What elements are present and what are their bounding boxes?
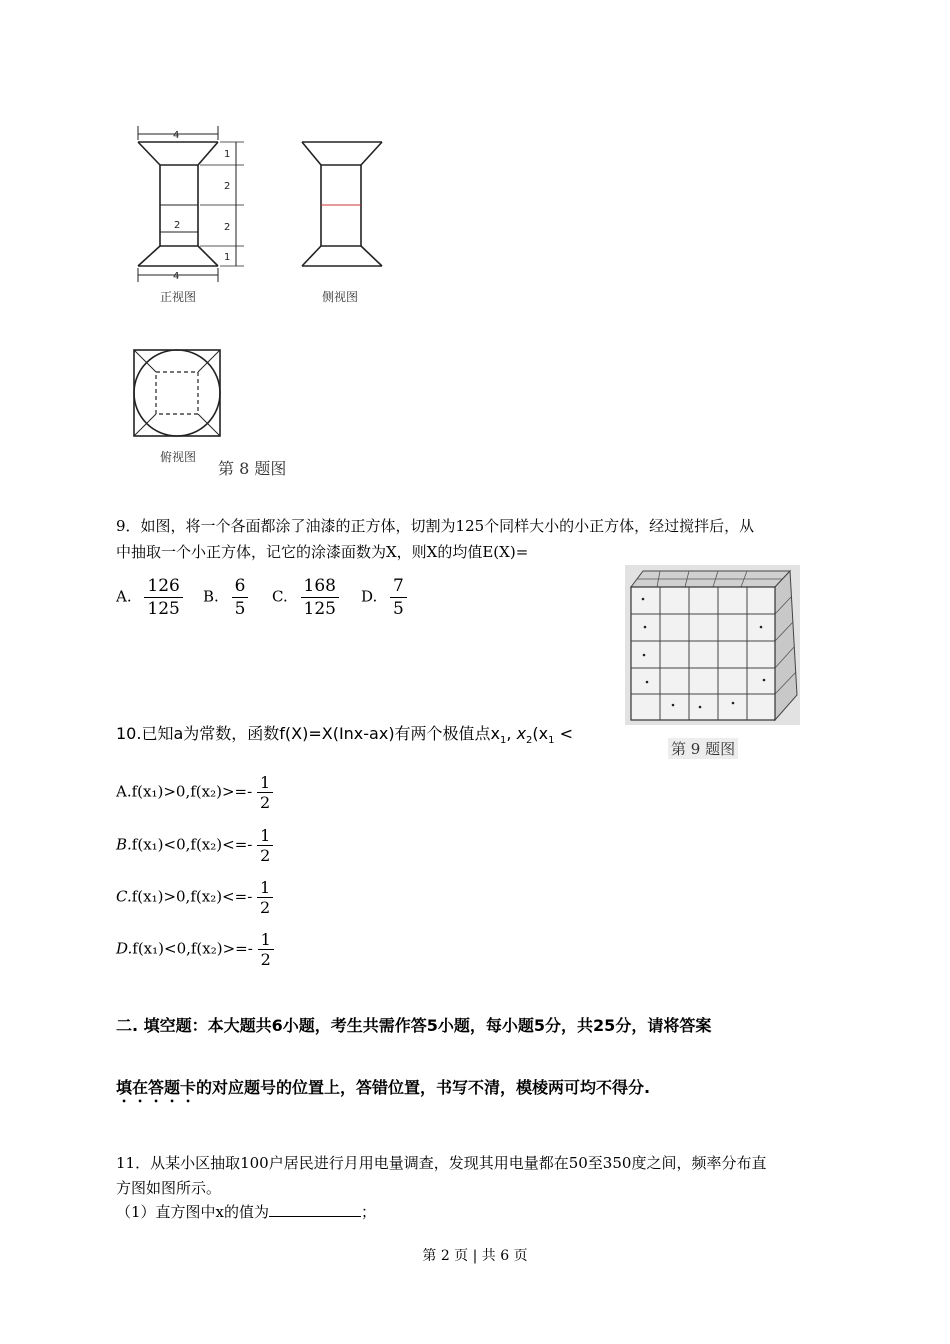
q10-option-c-num: 1 [257, 878, 273, 898]
q10-option-c-body: f(x₁)>0,f(x₂)<=- [131, 887, 253, 906]
q10-text-main: 10.已知a为常数，函数f(X)=X(Inx-ax)有两个极值点x [116, 724, 501, 743]
dim-h4: 1 [224, 252, 231, 263]
figure-8-three-views [120, 120, 420, 490]
section-2-dotted-text: 填在答题卡 [116, 1078, 197, 1097]
q11-text-line2: 方图如图所示。 [116, 1179, 222, 1197]
q10-option-a [116, 773, 273, 812]
q10-option-d-num: 1 [258, 930, 274, 950]
q9-option-c [272, 575, 339, 620]
q10-option-b-body: f(x₁)<0,f(x₂)<=- [131, 835, 253, 854]
figure-9-cube [625, 565, 800, 725]
q10-option-b [116, 826, 273, 865]
q9-option-c-num: 168 [301, 575, 339, 598]
q10-option-a-num: 1 [257, 773, 273, 793]
q9-option-b-den: 5 [234, 599, 246, 619]
q9-option-d-num: 7 [390, 575, 407, 598]
q9-option-b-num: 6 [232, 575, 249, 598]
q10-option-a-label: A. [116, 782, 132, 801]
dim-h3: 2 [224, 222, 231, 233]
top-view [134, 350, 220, 436]
q9-option-a-num: 126 [144, 575, 182, 598]
figure-9-caption: 第 9 题图 [668, 738, 738, 759]
q9-option-a [116, 575, 183, 620]
q10-option-a-body: f(x₁)>0,f(x₂)>=- [131, 782, 253, 801]
q11-sub1-suffix: ； [361, 1203, 377, 1221]
q9-option-b [203, 575, 248, 620]
q10-option-c-label: C. [116, 887, 132, 906]
q10-option-c-den: 2 [260, 898, 271, 917]
q10-text-tail: (x [532, 724, 549, 743]
section-2-heading-line2 [116, 1075, 650, 1106]
q10-option-a-den: 2 [259, 793, 271, 812]
figure-8-caption: 第 8 题图 [218, 459, 287, 478]
q10-option-c [116, 878, 273, 917]
q9-option-d-label: D. [361, 587, 378, 606]
q9-text-line1: 9．如图，将一个各面都涂了油漆的正方体，切割为125个同样大小的小正方体，经过搅拌后，从 [116, 517, 755, 535]
dim-top-width: 4 [173, 130, 180, 141]
section-2-rest-text: 的对应题号的位置上，答错位置，书写不清，模棱两可均不得分. [196, 1078, 651, 1097]
front-view-label: 正视图 [160, 290, 197, 304]
q9-option-d-den: 5 [393, 599, 404, 619]
top-view-label: 俯视图 [160, 450, 197, 464]
q11-sub1 [116, 1198, 376, 1226]
dim-bottom-width: 4 [173, 271, 180, 282]
q9-option-c-label: C. [272, 587, 288, 606]
q10-option-d-body: f(x₁)<0,f(x₂)>=- [132, 939, 253, 958]
q10-option-b-den: 2 [260, 846, 271, 865]
q9-option-b-label: B. [203, 587, 219, 606]
section-2-heading-line1: 二. 填空题：本大题共6小题，考生共需作答5小题，每小题5分，共25分，请将答案 [116, 1016, 712, 1035]
q9-option-c-den: 125 [303, 599, 336, 619]
dim-inner-width: 2 [174, 220, 181, 231]
q9-text-line2: 中抽取一个小正方体，记它的涂漆面数为X，则X的均值E(X)= [116, 543, 529, 561]
q11-text-line1: 11．从某小区抽取100户居民进行月用电量调查，发现其用电量都在50至350度之间，频率分布直 [116, 1154, 767, 1172]
q11-sub1-prefix: （1）直方图中x的值为 [116, 1203, 270, 1221]
q9-option-d [361, 575, 407, 620]
side-view-label: 侧视图 [322, 290, 359, 304]
q10-option-d [116, 930, 274, 969]
q10-option-b-label: B. [116, 835, 132, 854]
q10-option-d-label: D. [116, 939, 133, 958]
q10-option-b-num: 1 [257, 826, 273, 846]
dim-h2: 2 [224, 181, 231, 192]
q10-option-d-den: 2 [260, 950, 271, 969]
q9-option-a-label: A. [116, 587, 132, 606]
dim-h1: 1 [224, 149, 231, 160]
side-view [302, 142, 382, 266]
q9-option-a-den: 125 [147, 599, 180, 619]
q11-answer-blank [269, 1200, 361, 1217]
q10-text: 10.已知a为常数，函数f(X)=X(Inx-ax)有两个极值点$x_1$, $x_2(x_1$ < [116, 724, 574, 747]
page-footer: 第 2 页 | 共 6 页 [422, 1248, 528, 1264]
